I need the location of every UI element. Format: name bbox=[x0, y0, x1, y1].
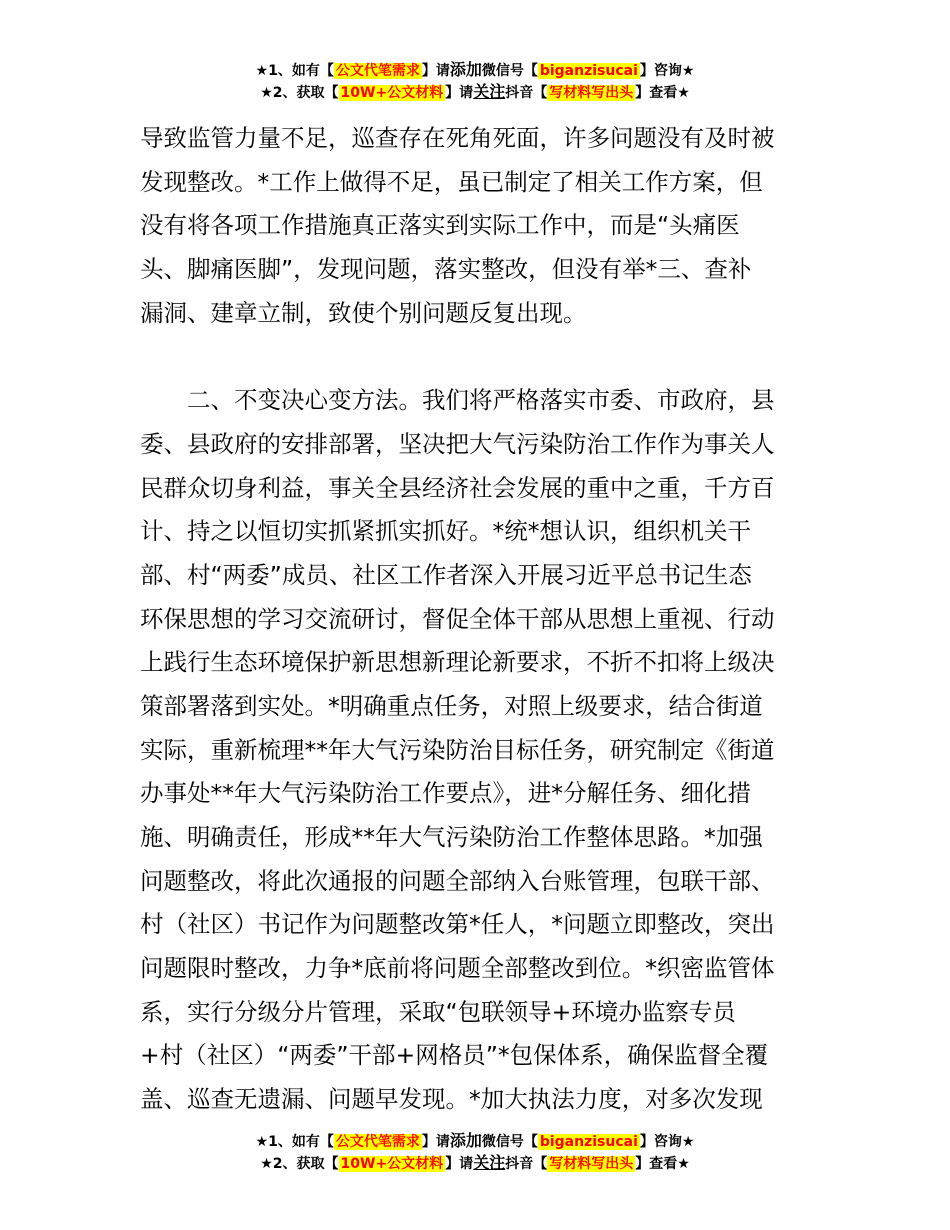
paragraph-gap bbox=[140, 335, 820, 379]
body-line: 问题限时整改，力争*底前将问题全部整改到位。*织密监管体 bbox=[140, 954, 775, 983]
body-line: 漏洞、建章立制，致使个别问题反复出现。 bbox=[140, 298, 587, 327]
body-line: 委、县政府的安排部署，坚决把大气污染防治工作作为事关人 bbox=[140, 429, 775, 458]
body-line: 实际，重新梳理**年大气污染防治目标任务，研究制定《街道 bbox=[140, 735, 775, 764]
body-line: 导致监管力量不足，巡查存在死角死面，许多问题没有及时被 bbox=[140, 124, 775, 152]
banner-line-2: ★2、获取【 10W+公文材料 】请关注抖音【 写材料写出头 】查看★ bbox=[260, 82, 690, 101]
body-line: 民群众切身利益，事关全县经济社会发展的重中之重，千方百 bbox=[140, 473, 775, 502]
body-line: 没有将各项工作措施真正落实到实际工作中，而是“头痛医 bbox=[140, 211, 740, 240]
highlight-wechat-id: biganzisucai bbox=[539, 63, 638, 79]
body-line: 施、明确责任，形成**年大气污染防治工作整体思路。*加强 bbox=[140, 823, 763, 851]
body-line: 问题整改，将此次通报的问题全部纳入台账管理，包联干部、 bbox=[140, 866, 775, 895]
document-body bbox=[140, 117, 820, 1122]
banner-line-2: ★2、获取【 10W+公文材料 】请关注抖音【 写材料写出头 】查看★ bbox=[260, 1153, 690, 1172]
header-banner bbox=[0, 59, 950, 103]
body-line: 头、脚痛医脚”，发现问题，落实整改，但没有举*三、查补 bbox=[140, 255, 752, 284]
body-line: +村（社区）“两委”干部+网格员”*包保体系，确保监督全覆 bbox=[140, 1041, 769, 1070]
body-line: 办事处**年大气污染防治工作要点》，进*分解任务、细化措 bbox=[140, 779, 751, 808]
body-line: 系，实行分级分片管理，采取“包联领导+环境办监察专员 bbox=[140, 997, 736, 1026]
body-line: 二、不变决心变方法。我们将严格落实市委、市政府，县 bbox=[140, 386, 775, 415]
highlight-wechat-id: biganzisucai bbox=[539, 1134, 638, 1150]
body-line: 村（社区）书记作为问题整改第*任人，*问题立即整改，突出 bbox=[140, 910, 775, 939]
highlight-materials: 10W+公文材料 bbox=[340, 85, 444, 101]
highlight-douyin: 写材料写出头 bbox=[549, 85, 634, 101]
highlight-service: 公文代笔需求 bbox=[335, 1134, 420, 1150]
body-line: 发现整改。*工作上做得不足，虽已制定了相关工作方案，但 bbox=[140, 167, 763, 196]
body-line: 盖、巡查无遗漏、问题早发现。*加大执法力度，对多次发现 bbox=[140, 1085, 763, 1114]
banner-line-1: ★1、如有【 公文代笔需求 】请添加微信号【 biganzisucai 】咨询★ bbox=[255, 60, 695, 79]
body-line: 部、村“两委”成员、社区工作者深入开展习近平总书记生态 bbox=[140, 560, 752, 589]
footer-banner bbox=[0, 1130, 950, 1174]
highlight-service: 公文代笔需求 bbox=[335, 63, 420, 79]
highlight-douyin: 写材料写出头 bbox=[549, 1156, 634, 1172]
body-line: 环保思想的学习交流研讨，督促全体干部从思想上重视、行动 bbox=[140, 604, 775, 633]
highlight-materials: 10W+公文材料 bbox=[340, 1156, 444, 1172]
body-line: 上践行生态环境保护新思想新理论新要求，不折不扣将上级决 bbox=[140, 648, 775, 677]
banner-line-1: ★1、如有【 公文代笔需求 】请添加微信号【 biganzisucai 】咨询★ bbox=[255, 1131, 695, 1150]
body-line: 策部署落到实处。*明确重点任务，对照上级要求，结合街道 bbox=[140, 691, 763, 720]
body-line: 计、持之以恒切实抓紧抓实抓好。*统*想认识，组织机关干 bbox=[140, 517, 751, 546]
